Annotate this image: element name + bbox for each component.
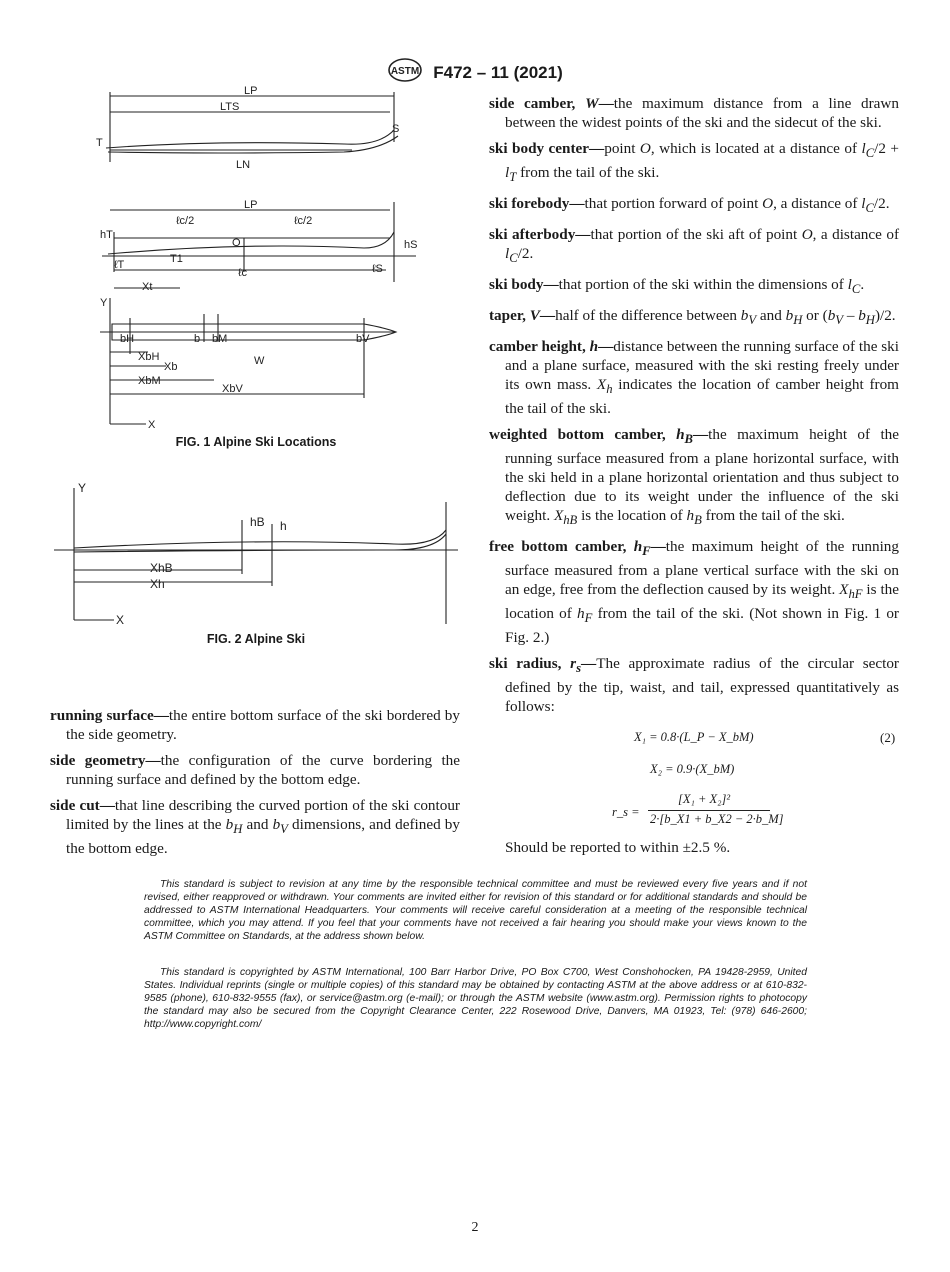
svg-text:S: S xyxy=(392,123,400,135)
term-side-camber: side camber, W—the maximum distance from a line drawn between the widest points of the ski and the sidecut of the ski. xyxy=(489,95,899,131)
term-side-cut: side cut—that line describing the curved portion of the ski contour limited by the lines at the $b_H$ and $b_V$ dimensions, and defined by the bottom edge. xyxy=(50,797,460,858)
svg-text:T: T xyxy=(96,137,103,149)
equation-number: (2) xyxy=(880,730,896,745)
term-camber-height: camber height, h—distance between the running surface of the ski and a plane surface, measured with the ski resting freely under its own mass. $X_h$ indicates the location of camber height from the tail of the ski. xyxy=(489,338,899,418)
term-ski-body: ski body—that portion of the ski within the dimensions of $l_C$. xyxy=(489,276,865,297)
svg-text:ℓS: ℓS xyxy=(372,263,383,275)
svg-text:ℓc/2: ℓc/2 xyxy=(176,215,195,227)
svg-text:LP: LP xyxy=(244,85,258,97)
term-free-bottom-camber: free bottom camber, $h_F—the$ maximum height of the running surface measured from a plane vertical surface with the ski on an edge, free from the deflection caused by its weight. $X_{hF}$ is the location of $h_F$ from the tail of the ski. (Not shown in Fig. 1 or Fig. 2.) xyxy=(489,538,899,647)
term-ski-forebody: ski forebody—that portion forward of point O, a distance of $l_C/2$. xyxy=(489,195,890,216)
svg-text:h: h xyxy=(280,519,287,533)
figure-1-caption: FIG. 1 Alpine Ski Locations xyxy=(175,435,337,449)
term-ski-body-center: ski body center—point O, which is located at a distance of $l_C/2 + l_T$ from the tail of the ski. xyxy=(489,140,899,185)
equation-x2: X₂ = 0.9·(X_bM) xyxy=(650,762,735,776)
equation-rs-denominator: 2·[b_X1 + b_X2 − 2·b_M] xyxy=(650,812,784,826)
svg-text:hS: hS xyxy=(404,239,418,251)
equation-rs-lhs: r_s = xyxy=(612,805,640,819)
fraction-bar xyxy=(648,810,770,811)
svg-text:hB: hB xyxy=(250,515,265,529)
svg-text:X: X xyxy=(116,613,125,627)
svg-text:bV: bV xyxy=(356,333,370,345)
svg-text:Xh: Xh xyxy=(150,577,165,591)
page-header xyxy=(0,58,950,87)
svg-text:Y: Y xyxy=(100,297,108,309)
svg-text:XbV: XbV xyxy=(222,383,243,395)
right-column xyxy=(489,94,899,723)
tolerance-note: Should be reported to within ±2.5 %. xyxy=(505,839,731,856)
svg-text:T1: T1 xyxy=(170,253,183,265)
svg-text:W: W xyxy=(254,355,265,367)
figure-2-diagram xyxy=(54,478,462,628)
svg-text:hT: hT xyxy=(100,229,113,241)
svg-text:ℓT: ℓT xyxy=(114,259,125,271)
term-weighted-bottom-camber: weighted bottom camber, $h_B—the$ maximum height of the running surface measured from a plane horizontal surface, with the ski held in a plane horizontal orientation and thus subject to deflection due to its weight under the influence of the ski weight. $X_{hB}$ is the location of $h_B$ from the tail of the ski. xyxy=(489,426,899,528)
footer-revision-notice: This standard is subject to revision at any time by the responsible technical committee and must be reviewed every five years and if not revised, either reapproved or withdrawn. Your comments are invited either for revision of this standard or for additional standards and should be addressed to ASTM International Headquarters. Your comments will receive careful consideration at a meeting of the responsible technical committee, which you may attend. If you feel that your comments have not received a fair hearing you should make your views known to the ASTM Committee on Standards, at the address shown below. xyxy=(144,879,807,942)
figure-2-caption: FIG. 2 Alpine Ski xyxy=(206,632,306,646)
term-taper: taper, V—half of the difference between $b_V$ and $b_H$ or $(b_V - b_H)/2$. xyxy=(489,307,896,328)
figure-1-diagram xyxy=(94,85,424,432)
svg-text:XbM: XbM xyxy=(138,375,161,387)
svg-text:LN: LN xyxy=(236,159,251,171)
document-designation: F472 – 11 (2021) xyxy=(433,62,563,82)
svg-text:X: X xyxy=(148,419,156,431)
svg-text:ASTM: ASTM xyxy=(391,66,420,77)
page-number: 2 xyxy=(471,1220,479,1235)
svg-text:ℓc: ℓc xyxy=(238,267,248,279)
svg-text:b: b xyxy=(194,333,201,345)
equation-x1: X₁ = 0.8·(L_P − X_bM) xyxy=(634,730,754,744)
svg-text:LTS: LTS xyxy=(220,101,240,113)
left-column xyxy=(50,706,460,865)
equation-rs-numerator: [X₁ + X₂]² xyxy=(678,792,731,806)
svg-text:XhB: XhB xyxy=(150,561,173,575)
term-side-geometry: side geometry—the configuration of the curve bordering the running surface and defined by the bottom edge. xyxy=(50,752,461,788)
svg-text:O: O xyxy=(232,237,241,249)
svg-text:Xb: Xb xyxy=(164,361,178,373)
svg-text:Xt: Xt xyxy=(142,281,153,293)
svg-text:Y: Y xyxy=(78,481,87,495)
astm-logo xyxy=(387,58,423,87)
footer-copyright-notice: This standard is copyrighted by ASTM International, 100 Barr Harbor Drive, PO Box C700, West Conshohocken, PA 19428-2959, United States. Individual reprints (single or multiple copies) of this standard may be obtained by contacting ASTM at the above address or at 610-832-9585 (phone), 610-832-9555 (fax), or service@astm.org (e-mail); or through the ASTM website (www.astm.org). Permission rights to photocopy the standard may also be secured from the Copyright Clearance Center, 222 Rosewood Drive, Danvers, MA 01923, Tel: (978) 646-2600; http://www.copyright.com/ xyxy=(144,967,807,1030)
svg-text:XbH: XbH xyxy=(138,351,160,363)
term-ski-afterbody: ski afterbody—that portion of the ski aft of point O, a distance of $l_C/2$. xyxy=(489,226,899,266)
svg-text:bH: bH xyxy=(120,333,135,345)
term-ski-radius: ski radius, $r_s—The$ approximate radius of the circular sector defined by the tip, waist, and tail, expressed quantitatively as follows: xyxy=(489,655,899,716)
svg-text:LP: LP xyxy=(244,199,258,211)
svg-text:bM: bM xyxy=(212,333,228,345)
term-running-surface: running surface—the entire bottom surface of the ski bordered by the side geometry. xyxy=(50,707,460,743)
svg-text:ℓc/2: ℓc/2 xyxy=(294,215,313,227)
